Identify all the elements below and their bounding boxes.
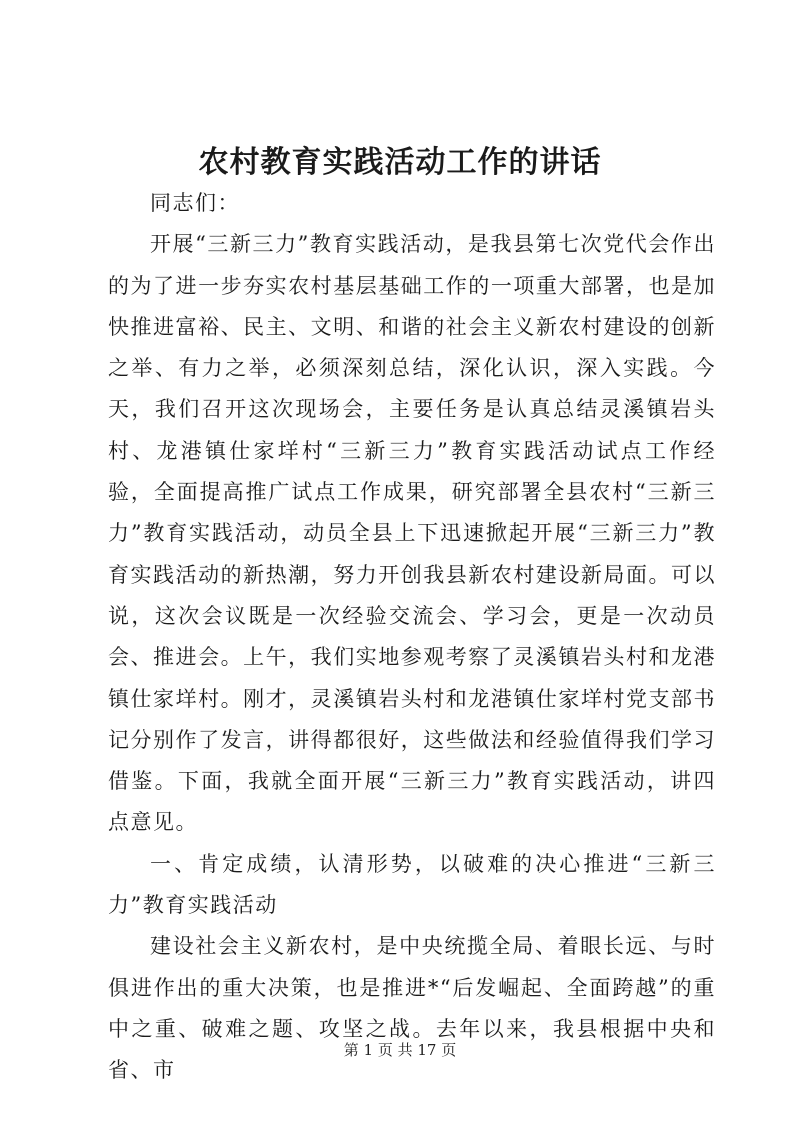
section-one-paragraph: 建设社会主义新农村，是中央统揽全局、着眼长远、与时俱进作出的重大决策，也是推进*“后发崛起、全面跨越”的重中之重、破难之题、攻坚之战。去年以来，我县根据中央和省、市 (108, 934, 716, 1083)
section-heading-one: 一、肯定成绩，认清形势，以破难的决心推进“三新三力”教育实践活动 (108, 851, 716, 918)
document-title: 农村教育实践活动工作的讲话 (198, 145, 602, 180)
intro-paragraph: 开展“三新三力”教育实践活动，是我县第七次党代会作出的为了进一步夯实农村基层基础工作的一项重大部署，也是加快推进富裕、民主、文明、和谐的社会主义新农村建设的创新之举、有力之举，必须深刻总结，深化认识，深入实践。今天，我们召开这次现场会，主要任务是认真总结灵溪镇岩头村、龙港镇仕家垟村“三新三力”教育实践活动试点工作经验，全面提高推广试点工作成果，研究部署全县农村“三新三力”教育实践活动，动员全县上下迅速掀起开展“三新三力”教育实践活动的新热潮，努力开创我县新农村建设新局面。可以说，这次会议既是一次经验交流会、学习会，更是一次动员会、推进会。上午，我们实地参观考察了灵溪镇岩头村和龙港镇仕家垟村。刚才，灵溪镇岩头村和龙港镇仕家垟村党支部书记分别作了发言，讲得都很好，这些做法和经验值得我们学习借鉴。下面，我就全面开展“三新三力”教育实践活动，讲四点意见。 (108, 232, 716, 835)
document-body (108, 183, 716, 1092)
salutation-paragraph: 同志们： (150, 191, 240, 215)
page-number-footer: 第 1 页 共 17 页 (343, 1041, 457, 1059)
